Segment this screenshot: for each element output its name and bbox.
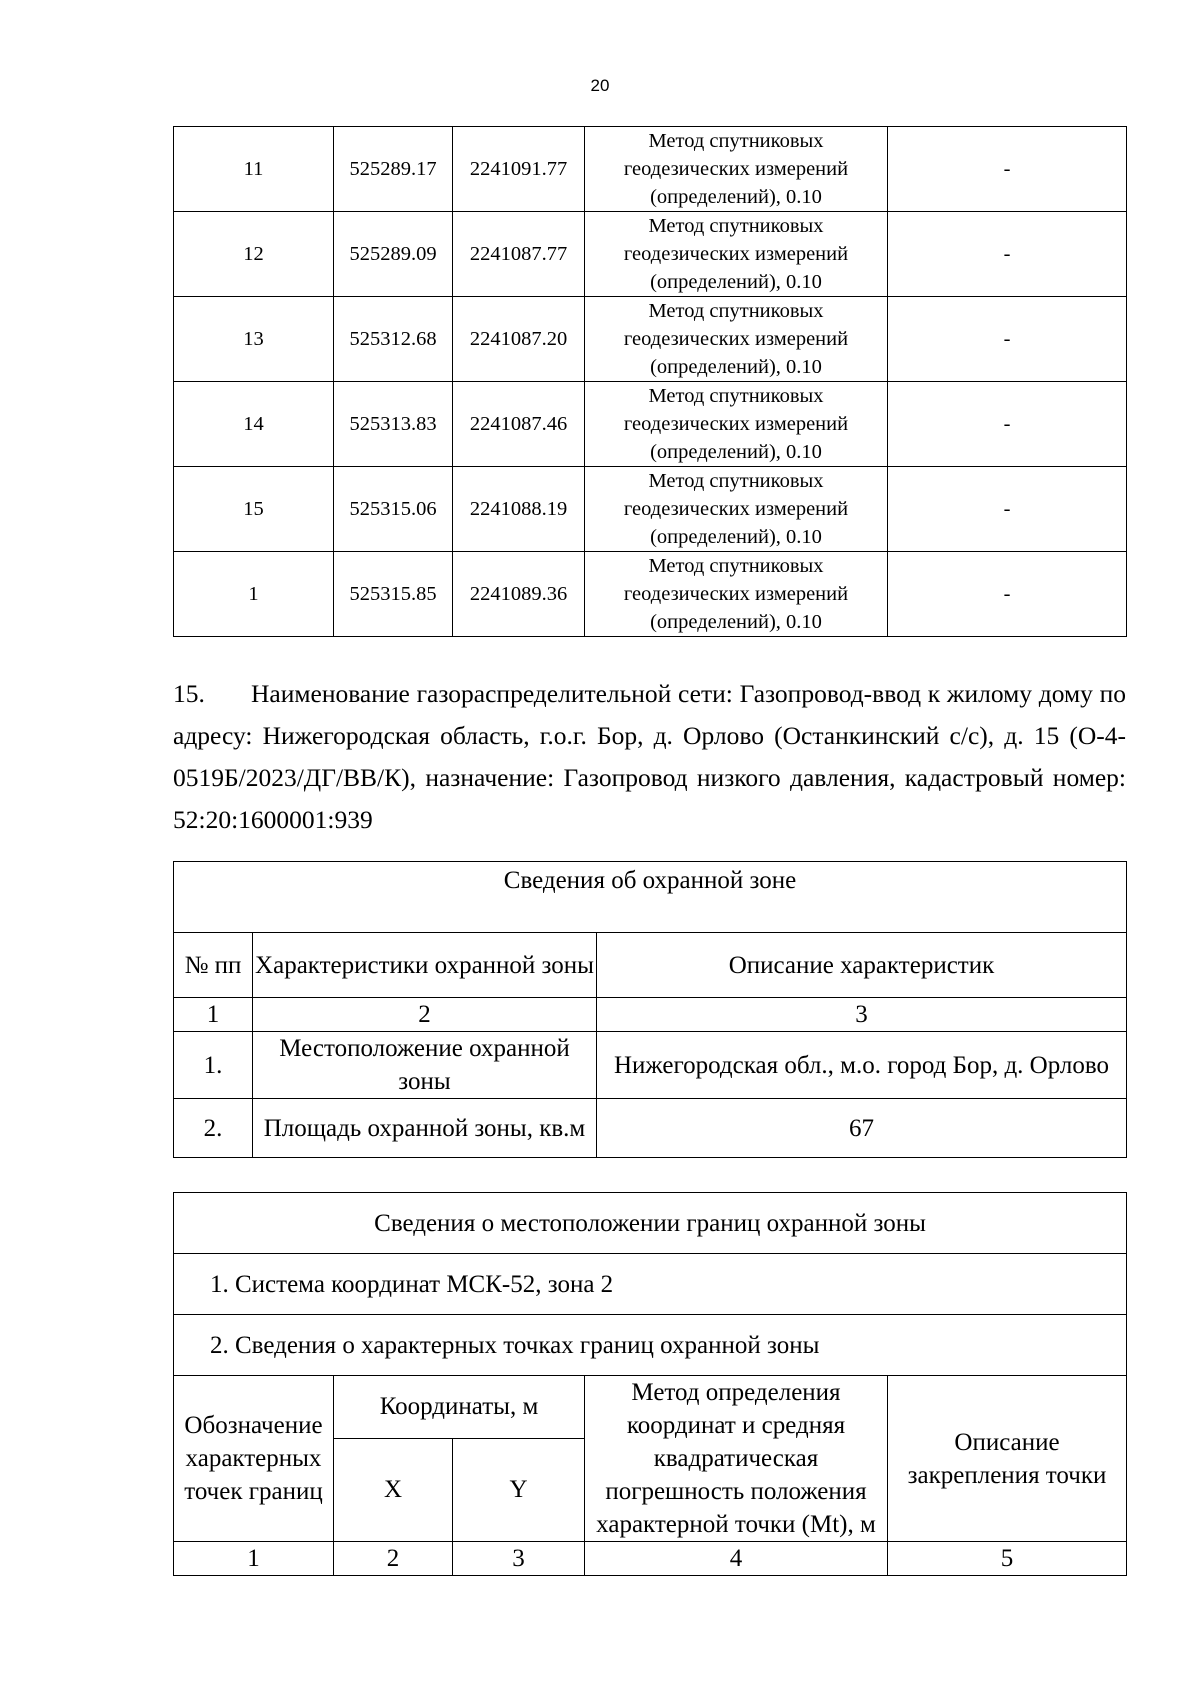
method-line: (определений), 0.10 bbox=[650, 526, 822, 548]
header-fixation: Описание закрепления точки bbox=[888, 1376, 1127, 1542]
header-characteristic: Характеристики охранной зоны bbox=[253, 933, 597, 998]
point-x: 525315.06 bbox=[334, 467, 453, 552]
point-y: 2241087.20 bbox=[453, 297, 585, 382]
point-method bbox=[585, 212, 888, 297]
point-method bbox=[585, 382, 888, 467]
paragraph-text: Наименование газораспределительной сети: Газопровод-ввод к жилому дому по адресу: Нижегородская область, г.о.г. Бор, д. Орлово (Останкинский с/с), д. 15 (О-4-0519Б/2023/ДГ/ВВ/К), назначение: Газопровод низкого давления, кадастровый номер: 52:20:1600001:939 bbox=[173, 679, 1126, 834]
row-description: 67 bbox=[597, 1099, 1127, 1158]
point-x: 525312.68 bbox=[334, 297, 453, 382]
method-line: (определений), 0.10 bbox=[650, 271, 822, 293]
point-description: - bbox=[888, 382, 1127, 467]
point-x: 525289.17 bbox=[334, 127, 453, 212]
table-row bbox=[174, 467, 1127, 552]
point-y: 2241089.36 bbox=[453, 552, 585, 637]
coordinate-system-line: 1. Система координат МСК-52, зона 2 bbox=[174, 1254, 1127, 1315]
point-number: 12 bbox=[174, 212, 334, 297]
paragraph-number: 15. bbox=[173, 679, 205, 708]
col-number: 1 bbox=[174, 998, 253, 1032]
point-method bbox=[585, 552, 888, 637]
bounds-table-title: Сведения о местоположении границ охранной зоны bbox=[174, 1193, 1127, 1254]
point-method bbox=[585, 297, 888, 382]
point-y: 2241087.77 bbox=[453, 212, 585, 297]
table-row bbox=[174, 552, 1127, 637]
table-row bbox=[174, 297, 1127, 382]
header-description: Описание характеристик bbox=[597, 933, 1127, 998]
col-number: 2 bbox=[334, 1542, 453, 1576]
header-designation: Обозначение характерных точек границ bbox=[174, 1376, 334, 1542]
row-num: 2. bbox=[174, 1099, 253, 1158]
header-coordinates: Координаты, м bbox=[334, 1376, 585, 1439]
row-characteristic: Местоположение охранной зоны bbox=[253, 1032, 597, 1099]
points-table bbox=[173, 126, 1127, 637]
header-y: Y bbox=[453, 1438, 585, 1542]
row-characteristic: Площадь охранной зоны, кв.м bbox=[253, 1099, 597, 1158]
method-line: геодезических измерений bbox=[623, 243, 849, 265]
col-number: 1 bbox=[174, 1542, 334, 1576]
method-line: Метод спутниковых bbox=[648, 555, 824, 577]
method-line: геодезических измерений bbox=[623, 413, 849, 435]
network-paragraph bbox=[173, 673, 1126, 841]
method-line: Метод спутниковых bbox=[648, 215, 824, 237]
points-info-line: 2. Сведения о характерных точках границ охранной зоны bbox=[174, 1315, 1127, 1376]
method-line: Метод спутниковых bbox=[648, 470, 824, 492]
method-line: геодезических измерений bbox=[623, 158, 849, 180]
method-line: (определений), 0.10 bbox=[650, 186, 822, 208]
boundaries-table bbox=[173, 1192, 1127, 1576]
point-number: 13 bbox=[174, 297, 334, 382]
method-line: геодезических измерений bbox=[623, 328, 849, 350]
col-number: 4 bbox=[585, 1542, 888, 1576]
point-number: 1 bbox=[174, 552, 334, 637]
point-description: - bbox=[888, 467, 1127, 552]
page-number: 20 bbox=[590, 76, 610, 95]
method-line: Метод спутниковых bbox=[648, 385, 824, 407]
col-number: 2 bbox=[253, 998, 597, 1032]
point-y: 2241087.46 bbox=[453, 382, 585, 467]
point-description: - bbox=[888, 127, 1127, 212]
point-method bbox=[585, 467, 888, 552]
zone-info-table bbox=[173, 861, 1127, 1158]
point-number: 11 bbox=[174, 127, 334, 212]
header-num: № пп bbox=[174, 933, 253, 998]
point-method bbox=[585, 127, 888, 212]
point-description: - bbox=[888, 297, 1127, 382]
method-line: (определений), 0.10 bbox=[650, 441, 822, 463]
method-line: Метод спутниковых bbox=[648, 130, 824, 152]
point-y: 2241088.19 bbox=[453, 467, 585, 552]
point-number: 14 bbox=[174, 382, 334, 467]
table-row bbox=[174, 212, 1127, 297]
row-description: Нижегородская обл., м.о. город Бор, д. Орлово bbox=[597, 1032, 1127, 1099]
method-line: Метод спутниковых bbox=[648, 300, 824, 322]
col-number: 5 bbox=[888, 1542, 1127, 1576]
row-num: 1. bbox=[174, 1032, 253, 1099]
table-row bbox=[174, 382, 1127, 467]
col-number: 3 bbox=[453, 1542, 585, 1576]
point-y: 2241091.77 bbox=[453, 127, 585, 212]
point-x: 525313.83 bbox=[334, 382, 453, 467]
point-number: 15 bbox=[174, 467, 334, 552]
method-line: геодезических измерений bbox=[623, 583, 849, 605]
point-description: - bbox=[888, 552, 1127, 637]
table-row bbox=[174, 127, 1127, 212]
col-number: 3 bbox=[597, 998, 1127, 1032]
method-line: геодезических измерений bbox=[623, 498, 849, 520]
method-line: (определений), 0.10 bbox=[650, 356, 822, 378]
point-x: 525315.85 bbox=[334, 552, 453, 637]
point-description: - bbox=[888, 212, 1127, 297]
header-x: X bbox=[334, 1438, 453, 1542]
zone-table-title: Сведения об охранной зоне bbox=[174, 862, 1127, 933]
method-line: (определений), 0.10 bbox=[650, 611, 822, 633]
header-method: Метод определения координат и средняя квадратическая погрешность положения характерной точки (Mt), м bbox=[585, 1376, 888, 1542]
point-x: 525289.09 bbox=[334, 212, 453, 297]
